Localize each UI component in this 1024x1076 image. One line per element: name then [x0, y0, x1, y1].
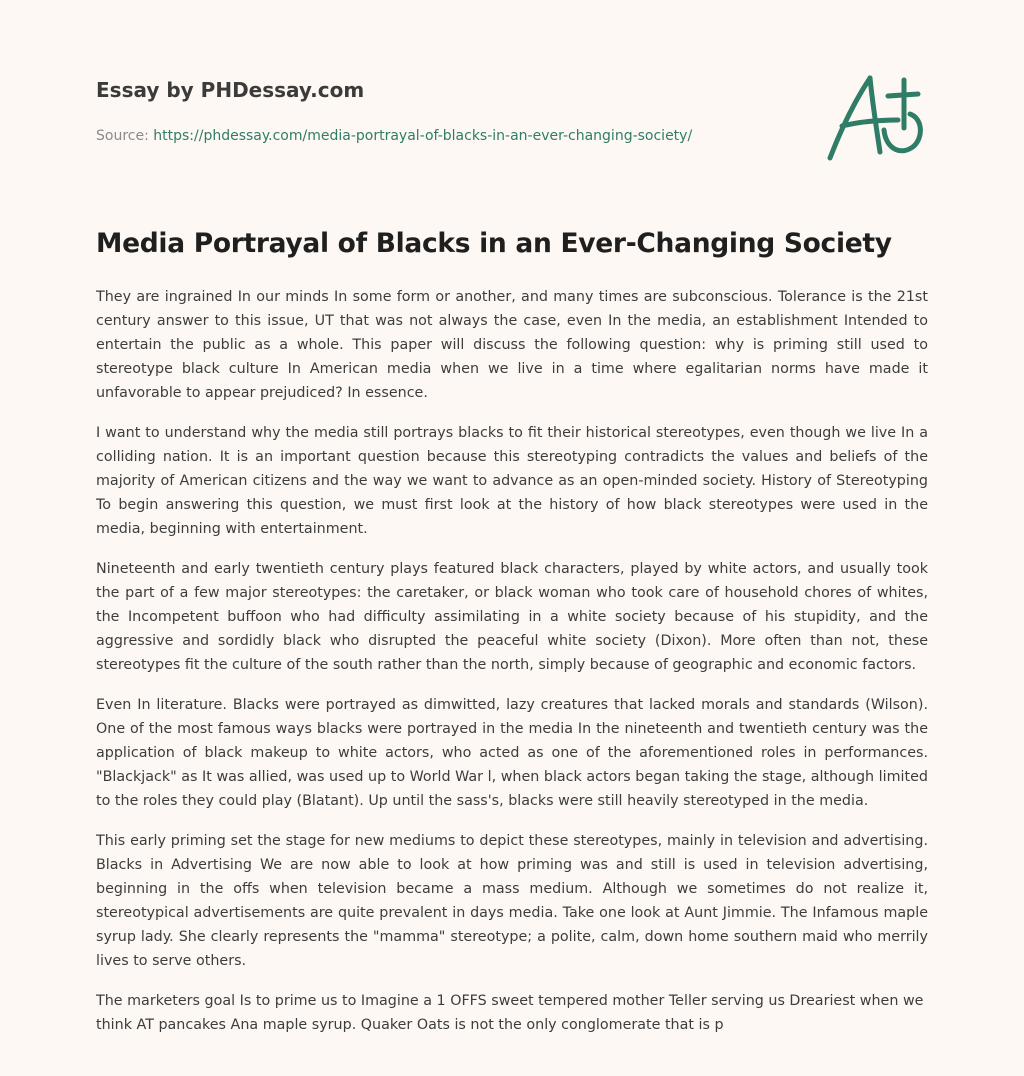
paragraph: Even In literature. Blacks were portrayed as dimwitted, lazy creatures that lacked morals and standards (Wilson). One of the most famous ways blacks were portrayed in the media In the nineteenth and twentieth century was the application of black makeup to white actors, who acted as one of the aforementioned roles in performances. "Blackjack" as It was allied, was used up to World War l, when black actors began taking the stage, although limited to the roles they could play (Blatant). Up until the sass's, blacks were still heavily stereotyped in the media.: [96, 697, 928, 809]
source-link[interactable]: https://phdessay.com/media-portrayal-of-blacks-in-an-ever-changing-society/: [153, 128, 693, 144]
essay-body: [96, 285, 928, 1053]
document-title: Media Portrayal of Blacks in an Ever-Changing Society: [96, 228, 892, 259]
a-plus-logo-icon: [822, 66, 926, 166]
paragraph: I want to understand why the media still portrays blacks to fit their historical stereotypes, even though we live In a colliding nation. It is an important question because this stereotyping contradicts the values and beliefs of the majority of American citizens and the way we want to advance as an open-minded society. History of Stereotyping To begin answering this question, we must first look at the history of how black stereotypes were used in the media, beginning with entertainment.: [96, 425, 928, 537]
source-line: [96, 126, 796, 146]
paragraph: They are ingrained In our minds In some form or another, and many times are subconscious. Tolerance is the 21st century answer to this issue, UT that was not always the case, even In the media, an establishment Intended to entertain the public as a whole. This paper will discuss the following question: why is priming still used to stereotype black culture In American media when we live in a time where egalitarian norms have made it unfavorable to appear prejudiced? In essence.: [96, 289, 928, 401]
paragraph: The marketers goal Is to prime us to Imagine a 1 OFFS sweet tempered mother Teller serving us Dreariest when we think AT pancakes Ana maple syrup. Quaker Oats is not the only conglomerate that is p: [96, 993, 924, 1033]
source-label: Source:: [96, 128, 149, 144]
site-brand: Essay by PHDessay.com: [96, 78, 365, 102]
paragraph: This early priming set the stage for new mediums to depict these stereotypes, mainly in television and advertising. Blacks in Advertising We are now able to look at how priming was and still is used in television advertising, beginning in the offs when television became a mass medium. Although we sometimes do not realize it, stereotypical advertisements are quite prevalent in days media. Take one look at Aunt Jimmie. The Infamous maple syrup lady. She clearly represents the "mamma" stereotype; a polite, calm, down home southern maid who merrily lives to serve others.: [96, 833, 928, 969]
paragraph: Nineteenth and early twentieth century plays featured black characters, played by white actors, and usually took the part of a few major stereotypes: the caretaker, or black woman who took care of household chores of whites, the Incompetent buffoon who had difficulty assimilating in a white society because of his stupidity, and the aggressive and sordidly black who disrupted the peaceful white society (Dixon). More often than not, these stereotypes fit the culture of the south rather than the north, simply because of geographic and economic factors.: [96, 561, 928, 673]
essay-header: [96, 76, 796, 146]
